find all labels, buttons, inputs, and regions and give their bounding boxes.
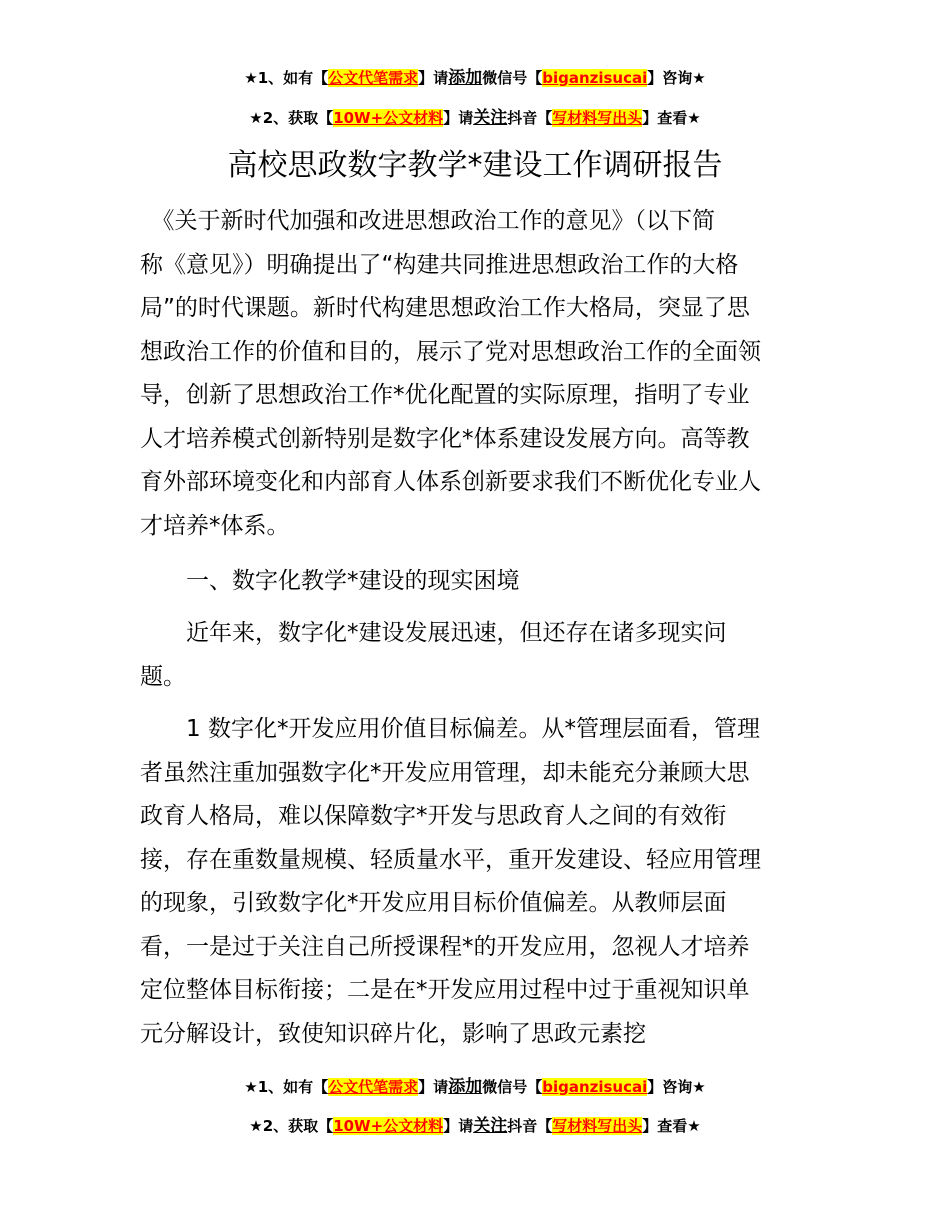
paragraph-intro: [140, 200, 812, 548]
paragraph-2: [140, 612, 812, 699]
banner-highlight: 写材料写出头: [552, 109, 643, 127]
banner-text: 】查看★: [642, 1117, 701, 1135]
banner-text: ★2、获取【: [249, 1117, 334, 1135]
banner-highlight: 10W+公文材料: [333, 1117, 444, 1135]
top-banner-line-1: [0, 68, 950, 88]
text-line: 者虽然注重加强数字化*开发应用管理，却未能充分兼顾大思: [140, 759, 750, 786]
banner-text: 】咨询★: [647, 69, 706, 87]
banner-underline: 添加: [448, 68, 483, 88]
banner-highlight: 10W+公文材料: [333, 109, 444, 127]
text-line: 导，创新了思想政治工作*优化配置的实际原理，指明了专业: [140, 382, 750, 408]
text-line: 近年来，数字化*建设发展迅速，但还存在诸多现实问: [140, 620, 727, 646]
paragraph-3: [140, 708, 812, 1056]
banner-text: 微信号【: [482, 1078, 543, 1096]
banner-highlight: biganzisucai: [542, 1078, 648, 1096]
text-line: 定位整体目标衔接；二是在*开发应用过程中过于重视知识单: [140, 977, 750, 1003]
text-line: 元分解设计，致使知识碎片化，影响了思政元素挖: [140, 1020, 646, 1047]
text-line: 《关于新时代加强和改进思想政治工作的意见》（以下简: [140, 208, 715, 234]
text-line: 看，一是过于关注自己所授课程*的开发应用，忽视人才培养: [140, 933, 750, 960]
text-line: 才培养*体系。: [140, 512, 290, 539]
banner-text: ★1、如有【: [244, 1078, 329, 1096]
document-title: 高校思政数字教学*建设工作调研报告: [227, 148, 723, 183]
banner-text: 抖音【: [507, 1117, 553, 1135]
banner-text: 】请: [418, 1078, 449, 1096]
banner-text: ★2、获取【: [249, 109, 334, 127]
text-line: 题。: [140, 663, 186, 690]
text-line: 育外部环境变化和内部育人体系创新要求我们不断优化专业人: [140, 469, 761, 495]
banner-underline: 关注: [473, 1116, 508, 1136]
text-line: 接，存在重数量规模、轻质量水平，重开发建设、轻应用管理: [140, 846, 761, 873]
text-line: 1 数字化*开发应用价值目标偏差。从*管理层面看，管理: [140, 716, 760, 742]
banner-underline: 关注: [473, 108, 508, 128]
banner-underline: 添加: [448, 1077, 483, 1097]
text-line: 称《意见》）明确提出了“构建共同推进思想政治工作的大格: [140, 251, 739, 278]
text-line: 政育人格局，难以保障数字*开发与思政育人之间的有效衔: [140, 803, 727, 829]
text-line: 局”的时代课题。新时代构建思想政治工作大格局，突显了思: [140, 295, 750, 321]
banner-text: 】咨询★: [647, 1078, 706, 1096]
text-line: 人才培养模式创新特别是数字化*体系建设发展方向。高等教: [140, 425, 750, 452]
banner-highlight: biganzisucai: [542, 69, 648, 87]
text-line: 一、数字化教学*建设的现实困境: [140, 568, 520, 594]
text-line: 的现象，引致数字化*开发应用目标价值偏差。从教师层面: [140, 890, 727, 916]
banner-text: 】请: [443, 1117, 474, 1135]
banner-text: ★1、如有【: [244, 69, 329, 87]
banner-text: 】请: [418, 69, 449, 87]
banner-text: 】请: [443, 109, 474, 127]
banner-highlight: 公文代笔需求: [328, 1078, 419, 1096]
banner-text: 微信号【: [482, 69, 543, 87]
section-heading-1: [140, 560, 812, 604]
banner-text: 】查看★: [642, 109, 701, 127]
bottom-banner-line-1: [0, 1077, 950, 1097]
bottom-banner-line-2: [0, 1116, 950, 1136]
text-line: 想政治工作的价值和目的，展示了党对思想政治工作的全面领: [140, 338, 761, 365]
banner-text: 抖音【: [507, 109, 553, 127]
banner-highlight: 公文代笔需求: [328, 69, 419, 87]
banner-highlight: 写材料写出头: [552, 1117, 643, 1135]
top-banner-line-2: [0, 108, 950, 128]
